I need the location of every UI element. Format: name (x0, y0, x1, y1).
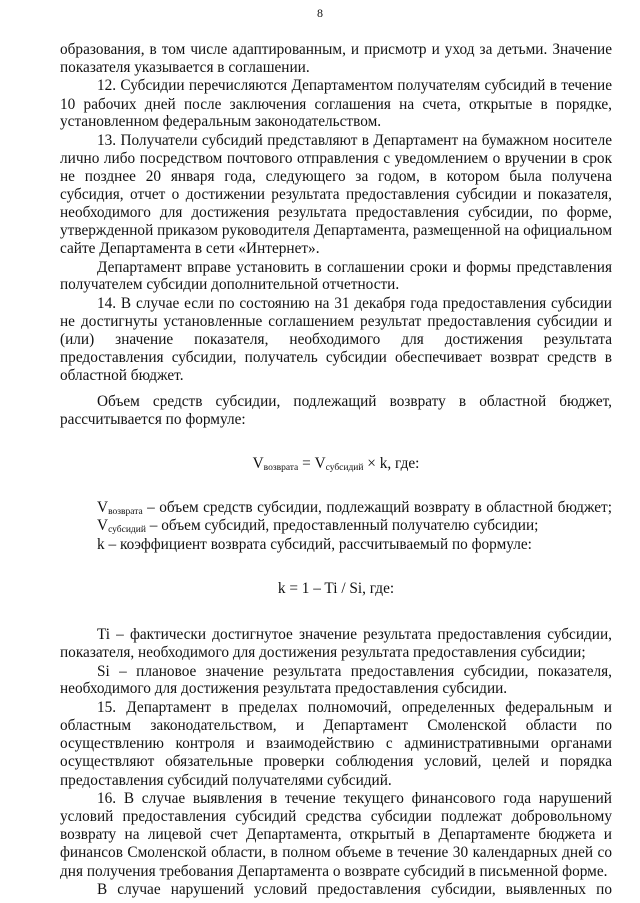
formula-volume: $V_{возврата} = V_{субсидий} \times k$, где: (252, 455, 420, 473)
page-number: 8 (317, 6, 323, 20)
text-line: образования, в том числе адаптированным, и присмотр и уход за детьми. Значение (60, 41, 612, 58)
text-line: 16. В случае выявления в течение текущего финансового года нарушений (97, 790, 612, 807)
text-line: возврату на лицевой счет Департамента, открытый в Департаменте бюджета и (60, 826, 612, 843)
text-line: получателем субсидии дополнительной отчетности. (60, 276, 400, 293)
definition-line: k – коэффициент возврата субсидий, рассчитываемый по формуле: (97, 536, 532, 553)
text-line: Объем средств субсидии, подлежащий возврату в областной бюджет, (97, 393, 612, 410)
formula-coefficient: k = 1 – Ti / Si, где: (277, 580, 395, 597)
text-line: лично либо посредством почтового отправления с уведомлением о вручении в срок (60, 150, 612, 167)
text-line: предоставления субсидии, получатель субсидии обеспечивает возврат средств в (60, 349, 612, 366)
text-line: осуществляют обязательные проверки соблюдения условий, целей и порядка (60, 753, 612, 770)
text-line: осуществлению контроля и взаимодействию с административными органами (60, 735, 612, 752)
text-line: (или) значение показателя, необходимого для достижения результата (60, 331, 612, 348)
text-line: не позднее 20 января года, следующего за годом, в котором была получена (60, 168, 612, 185)
text-line: Департамент вправе установить в соглашении сроки и формы представления (97, 259, 612, 276)
text-line: условий предоставления субсидий средства субсидии подлежат добровольному (60, 808, 612, 825)
text-line: Ti – фактически достигнутое значение результата предоставления субсидии, (97, 626, 612, 643)
text-line: утвержденной приказом руководителя Департамента, размещенной на официальном (60, 222, 613, 239)
text-line: финансов Смоленской области, в полном объеме в течение 30 календарных дней со (60, 844, 612, 861)
text-line: Si – плановое значение результата предоставления субсидии, показателя, (97, 663, 612, 680)
text-line: показателя, необходимого для достижения результата предоставления субсидии; (60, 644, 586, 661)
text-line: установленном федеральным законодательством. (60, 113, 382, 130)
text-line: 13. Получатели субсидий представляют в Департамент на бумажном носителе (97, 132, 612, 149)
text-line: В случае нарушений условий предоставления субсидии, выявленных по (97, 881, 612, 898)
text-line: дня получения требования Департамента о возврате субсидий в письменной форме. (60, 863, 608, 880)
text-line: необходимого для достижения результата предоставления субсидии. (60, 680, 508, 697)
text-line: 15. Департамент в пределах полномочий, определенных федеральным и (97, 699, 612, 716)
text-line: 10 рабочих дней после заключения соглашения на счета, открытые в порядке, (60, 96, 612, 113)
text-line: 14. В случае если по состоянию на 31 декабря года предоставления субсидии (97, 295, 612, 312)
text-line: не достигнуты установленные соглашением результат предоставления субсидии и (60, 313, 612, 330)
definition-line: $V_{возврата}$ – объем средств субсидии, подлежащий возврату в областной бюджет; (97, 499, 612, 517)
text-line: показателя указывается в соглашении. (60, 59, 310, 76)
text-line: областной бюджет. (60, 367, 184, 384)
text-line: субсидия, отчет о достижении результата предоставления субсидии и показателя, (60, 186, 612, 203)
text-line: областным законодательством, и Департамент Смоленской области по (60, 717, 612, 734)
text-line: рассчитывается по формуле: (60, 411, 246, 428)
text-line: необходимого для достижения результата предоставления субсидии, по форме, (60, 204, 612, 221)
text-line: сайте Департамента в сети «Интернет». (60, 240, 320, 257)
text-line: предоставления субсидий получателями субсидий. (60, 772, 392, 789)
text-line: 12. Субсидии перечисляются Департаментом получателям субсидий в течение (97, 77, 612, 94)
definition-line: $V_{субсидий}$ – объем субсидий, предоставленный получателю субсидии; (97, 517, 539, 535)
